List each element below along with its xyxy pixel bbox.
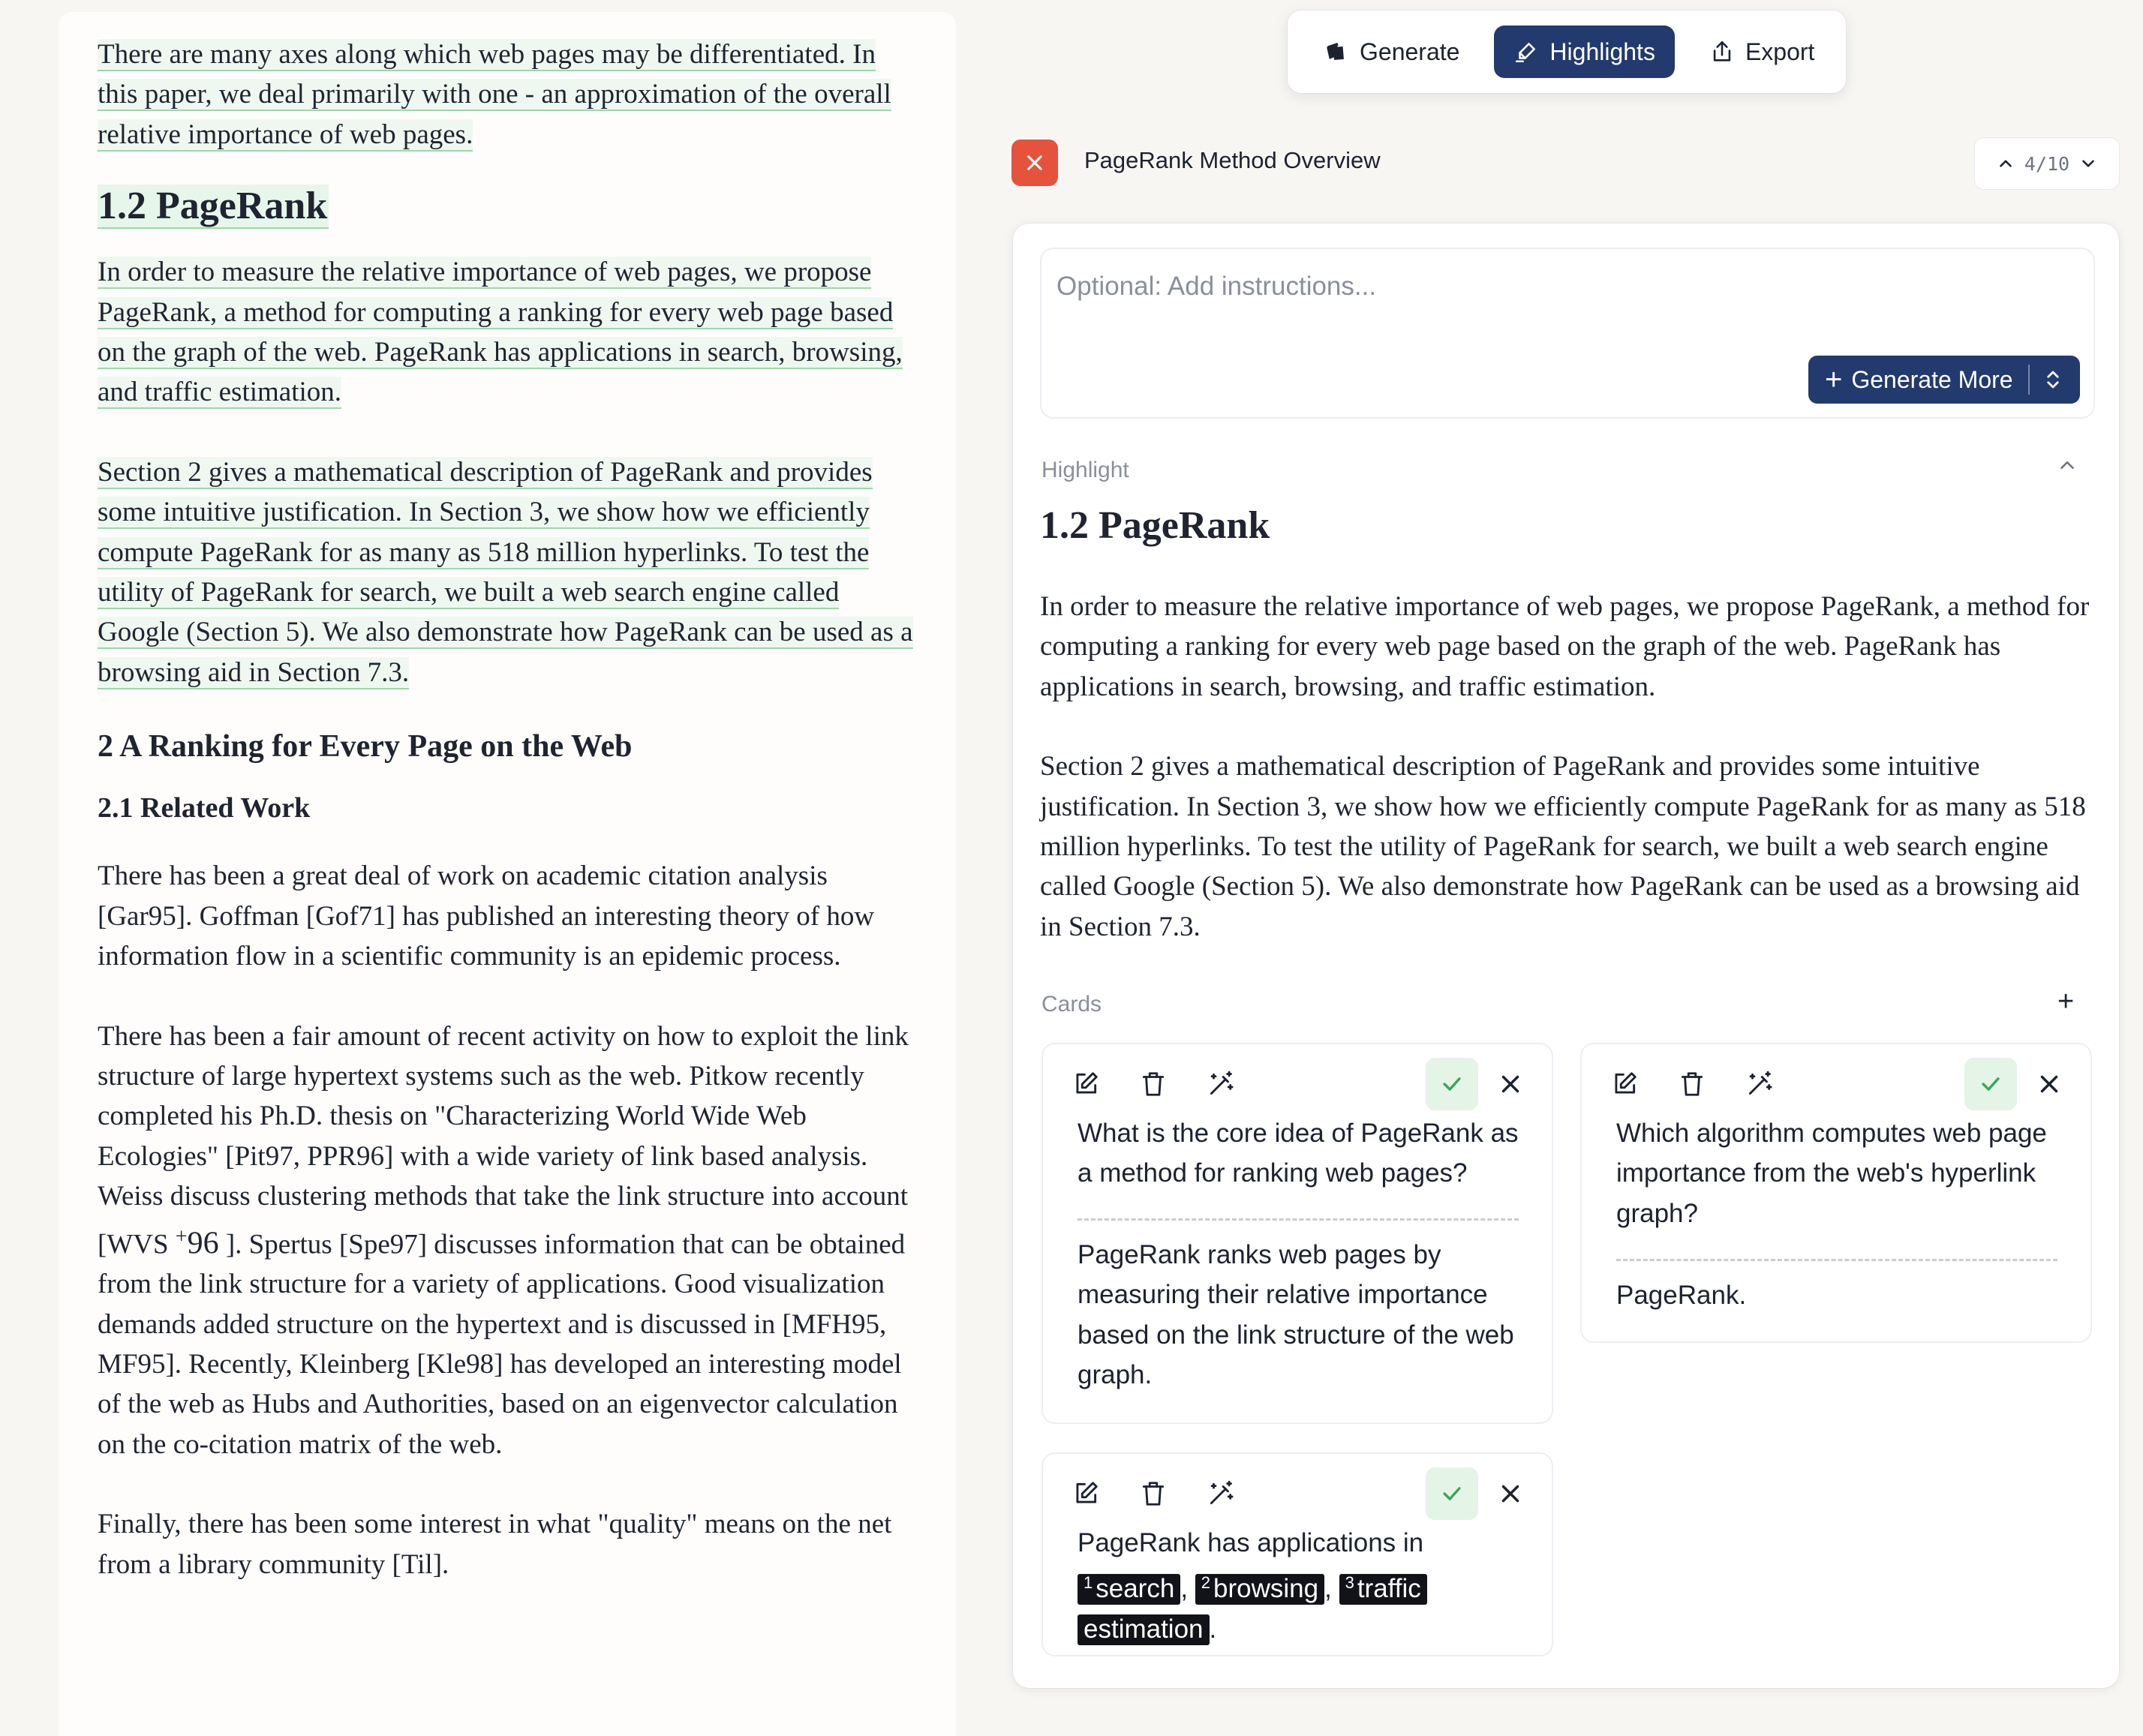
close-icon bbox=[1024, 152, 1045, 173]
card-answer: PageRank. bbox=[1616, 1281, 1747, 1310]
card-question: Which algorithm computes web page importance from the web's hyperlink graph? bbox=[1616, 1119, 2047, 1228]
card-divider bbox=[1616, 1259, 2057, 1261]
related-paragraph-3: Finally, there has been some interest in what "quality" means on the net from a library community [Til]. bbox=[98, 1509, 892, 1580]
cards-icon bbox=[1324, 39, 1349, 65]
flashcard bbox=[1041, 1043, 1553, 1424]
generate-button[interactable] bbox=[1304, 26, 1479, 78]
edit-icon[interactable] bbox=[1072, 1479, 1100, 1508]
highlight-paragraph-1: In order to measure the relative importance of web pages, we propose PageRank, a method for computing a ranking for every web page based on the graph of the web. PageRank has applications in search, browsing, and traffic estimation. bbox=[1040, 591, 2090, 702]
card-actions bbox=[1072, 1070, 1235, 1098]
check-icon bbox=[1439, 1071, 1465, 1097]
card-divider bbox=[1078, 1218, 1519, 1221]
generate-more-label: Generate More bbox=[1851, 365, 2013, 393]
highlighter-icon bbox=[1513, 39, 1539, 65]
pagerank-paragraph-1 bbox=[98, 252, 917, 413]
superscript: + bbox=[175, 1224, 188, 1248]
trash-icon[interactable] bbox=[1139, 1070, 1168, 1098]
cloze-answer: browsing bbox=[1213, 1574, 1319, 1604]
separator: . bbox=[1209, 1614, 1217, 1644]
intro-paragraph bbox=[98, 35, 917, 155]
highlight-content bbox=[1040, 501, 2098, 987]
heading-related-work: 2.1 Related Work bbox=[98, 792, 311, 824]
plus-icon: + bbox=[1825, 363, 1843, 396]
highlighted-text[interactable]: In order to measure the relative importance of web pages, we propose PageRank, a method for computing a ranking for every web page based on the graph of the web. PageRank has applications in search, browsing, and traffic estimation. bbox=[98, 257, 903, 408]
accept-card-button[interactable] bbox=[1426, 1467, 1478, 1520]
text-run: There has been a fair amount of recent activity on how to exploit the link structure of large hypertext systems such as the web. Pitkow recently completed his Ph.D. thesis on "Characterizing World Wide Web Ecologies" [Pit97, PPR96] with a wide variety of link based analysis. Weiss discuss clustering methods that take the link structure into account [WVS bbox=[98, 1020, 909, 1260]
instructions-input[interactable] bbox=[1056, 264, 2032, 309]
text-run: 96 bbox=[187, 1225, 219, 1260]
chevron-down-icon[interactable] bbox=[2078, 154, 2098, 173]
card-actions bbox=[1610, 1070, 1774, 1098]
highlight-pager bbox=[1975, 138, 2119, 189]
generate-label: Generate bbox=[1360, 38, 1460, 65]
close-panel-button[interactable] bbox=[1011, 140, 1058, 186]
add-card-button[interactable]: + bbox=[2057, 986, 2075, 1017]
cards-section-label: Cards bbox=[1041, 992, 1102, 1017]
edit-icon[interactable] bbox=[1072, 1070, 1100, 1098]
cloze-deletion[interactable] bbox=[1078, 1574, 1180, 1605]
trash-icon[interactable] bbox=[1139, 1479, 1168, 1508]
chevron-up-icon[interactable] bbox=[1996, 154, 2015, 173]
check-icon bbox=[1978, 1071, 2003, 1097]
highlight-paragraph-2: Section 2 gives a mathematical description of PageRank and provides some intuitive justification. In Section 3, we show how we efficiently compute PageRank for as many as 518 million hyperlinks. To test the utility of PageRank for search, we built a web search engine called Google (Section 5). We also demonstrate how PageRank can be used as a browsing aid in Section 7.3. bbox=[1040, 751, 2086, 942]
collapse-highlight-toggle[interactable] bbox=[2056, 452, 2078, 483]
flashcard bbox=[1580, 1043, 2092, 1343]
highlight-panel bbox=[1013, 224, 2119, 1688]
chevron-updown-icon[interactable] bbox=[2042, 367, 2064, 392]
export-label: Export bbox=[1745, 38, 1815, 65]
card-answer: PageRank ranks web pages by measuring their relative importance based on the link structure of the web graph. bbox=[1078, 1240, 1514, 1390]
separator: , bbox=[1324, 1574, 1332, 1604]
chevron-up-icon bbox=[2056, 454, 2078, 476]
edit-icon[interactable] bbox=[1610, 1070, 1639, 1098]
divider bbox=[2028, 365, 2030, 395]
flashcard-cloze bbox=[1041, 1452, 1553, 1656]
cloze-number: 2 bbox=[1201, 1573, 1211, 1593]
related-paragraph-1: There has been a great deal of work on academic citation analysis [Gar95]. Goffman [Gof71] has published an interesting theory of how information flow in a scientific community is an epidemic process. bbox=[98, 860, 875, 972]
related-paragraph-2 bbox=[98, 1017, 917, 1465]
document-view bbox=[59, 12, 956, 1736]
check-icon bbox=[1439, 1481, 1465, 1506]
highlighted-text[interactable]: Section 2 gives a mathematical description of PageRank and provides some intuitive justification. In Section 3, we show how we efficiently compute PageRank for as many as 518 million hyperlinks. To test the utility of PageRank for search, we built a web search engine called Google (Section 5). We also demonstrate how PageRank can be used as a browsing aid in Section 7.3. bbox=[98, 456, 913, 688]
cloze-deletion[interactable] bbox=[1195, 1574, 1324, 1605]
highlights-label: Highlights bbox=[1549, 38, 1655, 65]
cloze-number: 1 bbox=[1084, 1573, 1093, 1593]
highlighted-heading[interactable]: 1.2 PageRank bbox=[98, 185, 328, 228]
magic-wand-icon[interactable] bbox=[1745, 1070, 1774, 1098]
trash-icon[interactable] bbox=[1678, 1070, 1706, 1098]
accept-card-button[interactable] bbox=[1426, 1058, 1478, 1110]
highlight-section-label: Highlight bbox=[1041, 458, 1129, 482]
text-run: ]. Spertus [Spe97] discusses information that can be obtained from the link structure for a variety of applications. Good visualization demands added structure on the hypertext and is discussed in [MFH95, MF95]. Recently, Kleinberg [Kle98] has developed an interesting model of the web as Hubs and Authorities, based on an eigenvector calculation on the co-citation matrix of the web. bbox=[98, 1228, 906, 1460]
reject-card-icon[interactable] bbox=[1496, 1479, 1525, 1508]
highlight-heading: 1.2 PageRank bbox=[1040, 504, 1270, 547]
panel-title: PageRank Method Overview bbox=[1084, 147, 1381, 173]
cloze-answer: traffic estimation bbox=[1084, 1574, 1421, 1644]
cloze-answer: search bbox=[1096, 1574, 1175, 1604]
pager-count: 4/10 bbox=[2024, 152, 2070, 175]
cloze-prefix: PageRank has applications in bbox=[1078, 1528, 1424, 1557]
reject-card-icon[interactable] bbox=[1496, 1070, 1525, 1098]
instructions-box bbox=[1040, 248, 2095, 419]
generate-more-button[interactable] bbox=[1808, 356, 2080, 404]
cloze-number: 3 bbox=[1345, 1573, 1354, 1593]
highlights-button[interactable] bbox=[1494, 26, 1675, 78]
heading-ranking: 2 A Ranking for Every Page on the Web bbox=[98, 729, 633, 764]
mode-toolbar bbox=[1288, 11, 1846, 93]
highlighted-text[interactable]: There are many axes along which web pages may be differentiated. In this paper, we deal primarily with one - an approximation of the overall relative importance of web pages. bbox=[98, 39, 891, 150]
cloze-text bbox=[1078, 1523, 1528, 1649]
separator: , bbox=[1180, 1574, 1189, 1604]
card-question: What is the core idea of PageRank as a method for ranking web pages? bbox=[1078, 1119, 1519, 1188]
export-button[interactable] bbox=[1690, 26, 1834, 78]
magic-wand-icon[interactable] bbox=[1207, 1479, 1235, 1508]
heading-pagerank bbox=[98, 180, 917, 233]
export-icon bbox=[1709, 39, 1735, 65]
magic-wand-icon[interactable] bbox=[1207, 1070, 1235, 1098]
pagerank-paragraph-2 bbox=[98, 452, 917, 692]
reject-card-icon[interactable] bbox=[2035, 1070, 2063, 1098]
accept-card-button[interactable] bbox=[1964, 1058, 2017, 1110]
card-actions bbox=[1072, 1479, 1235, 1508]
